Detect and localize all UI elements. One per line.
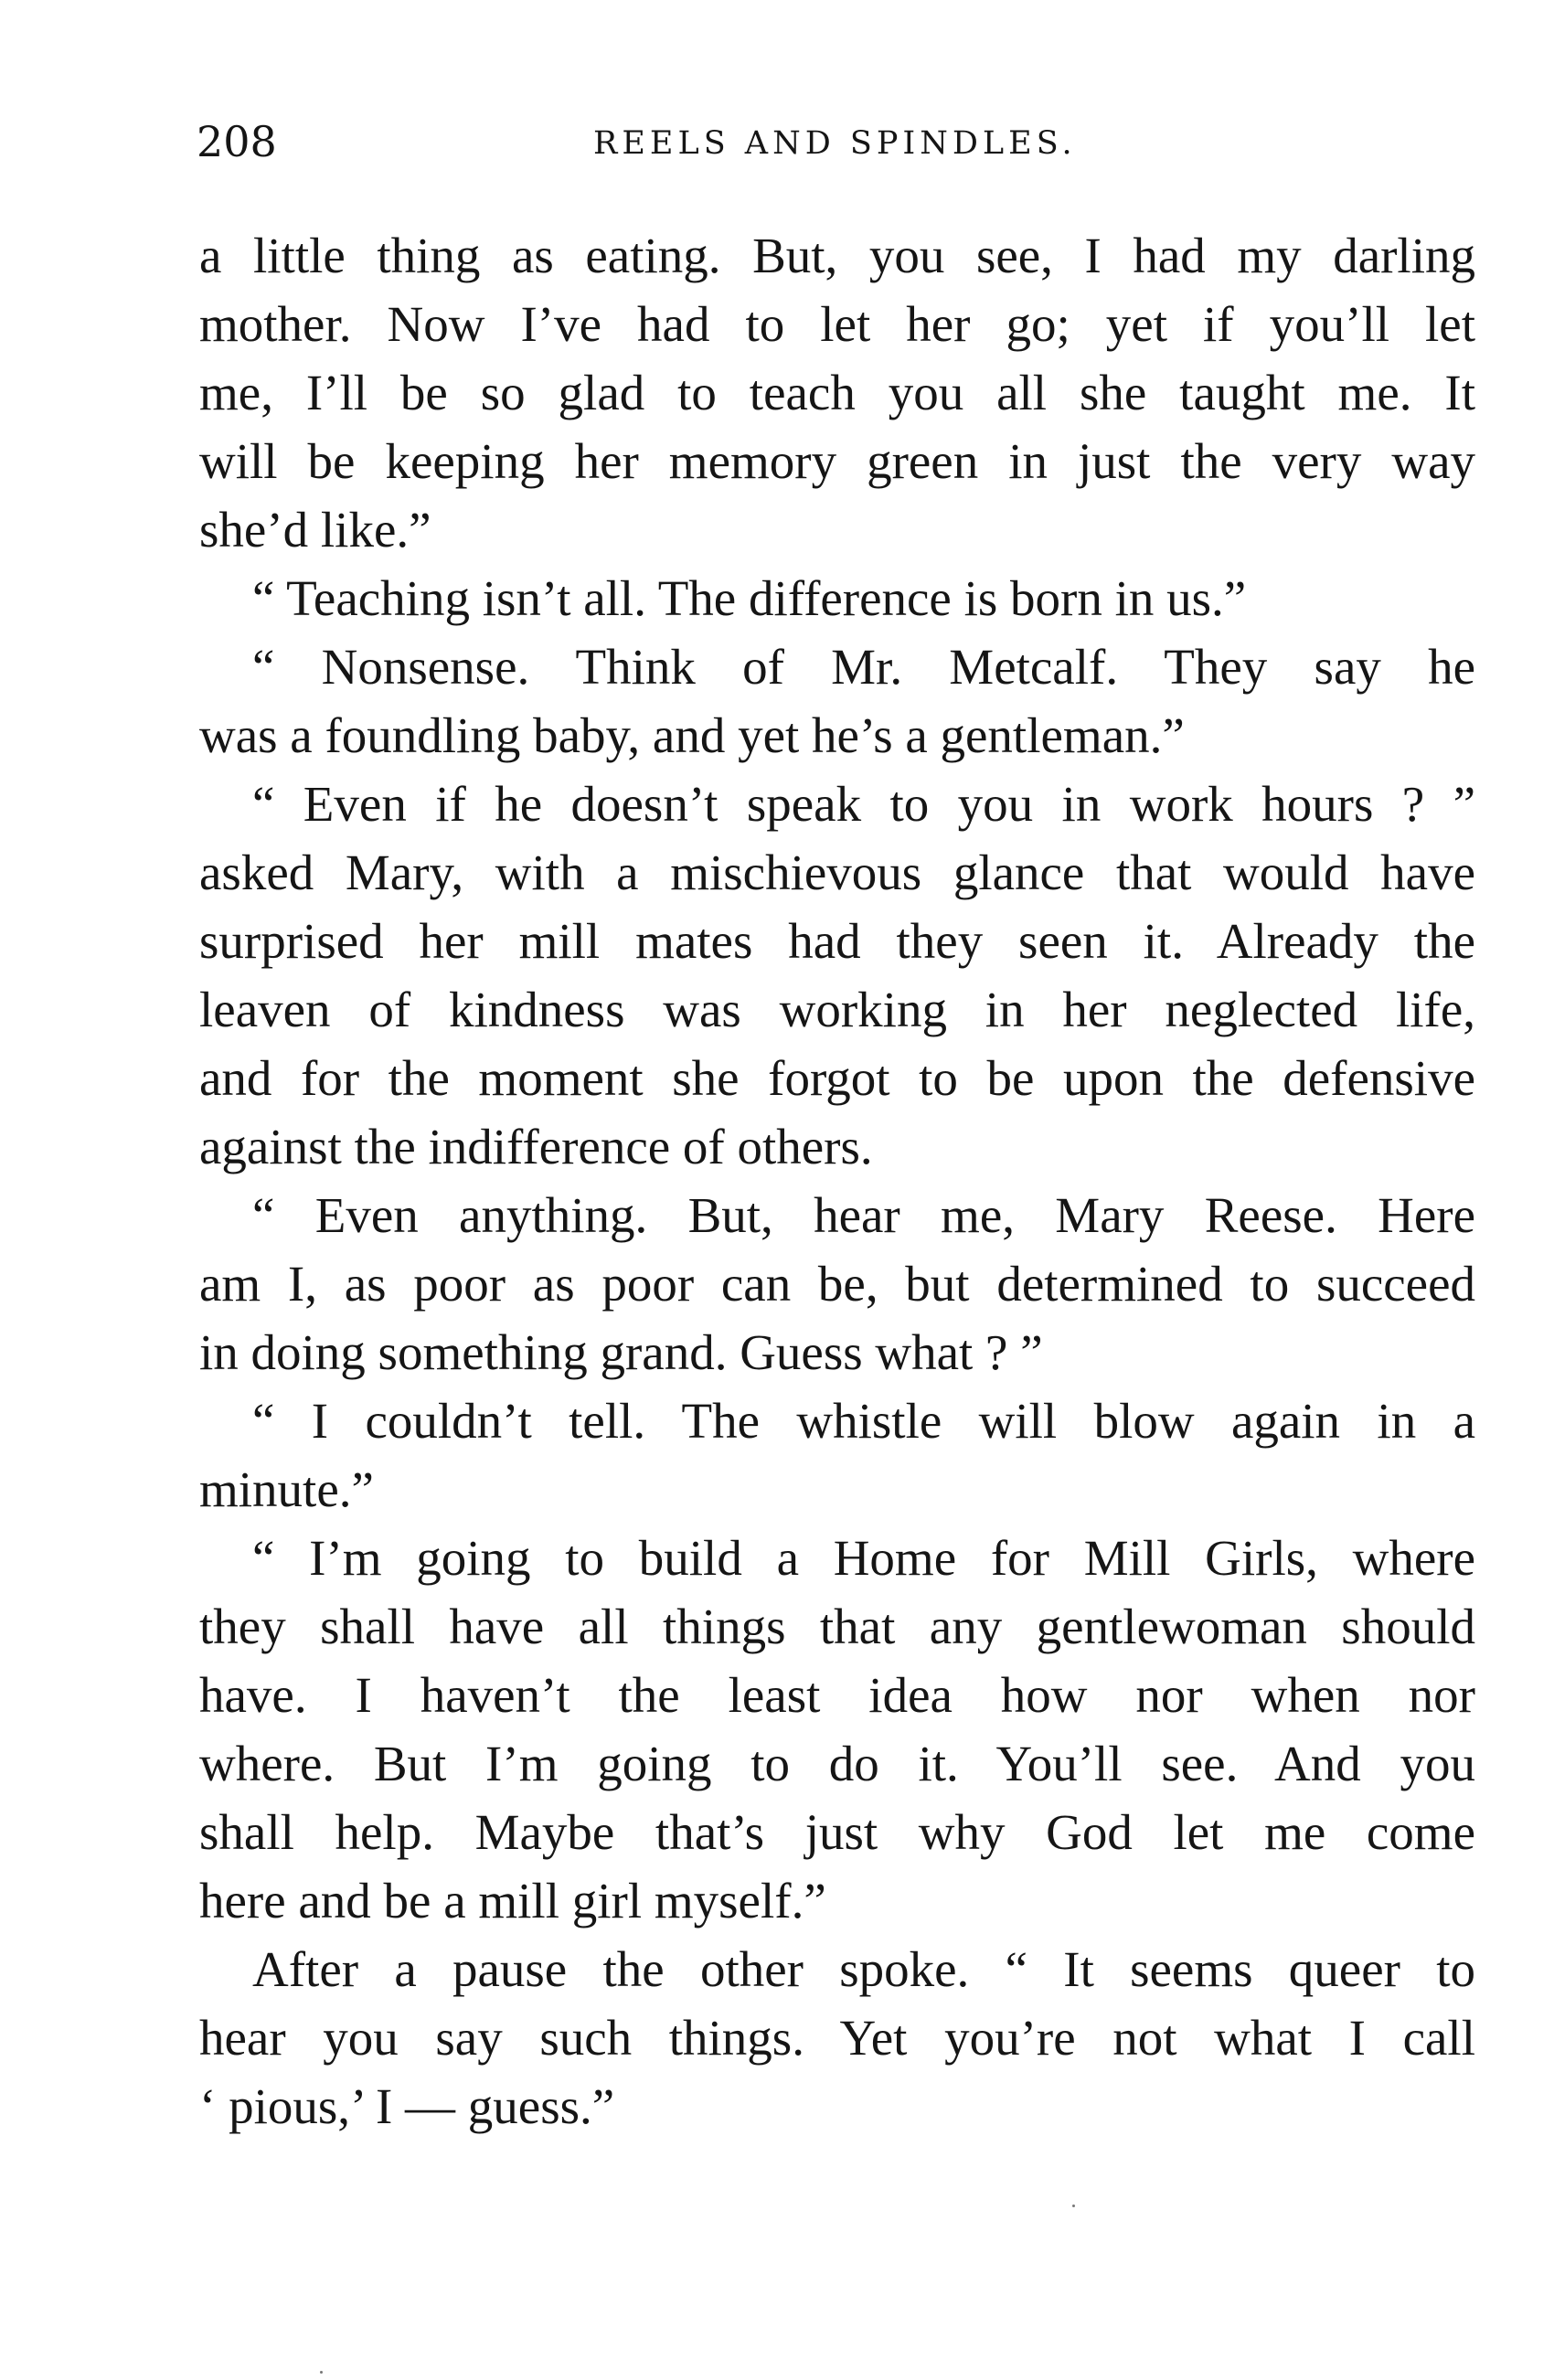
text-line: “ Even anything. But, hear me, Mary Reese. Here <box>252 1187 1475 1243</box>
body-text <box>199 221 1475 2134</box>
text-line: here and be a mill girl myself.” <box>199 1873 826 1928</box>
text-line: will be keeping her memory green in just the very way <box>199 433 1475 489</box>
text-line: against the indifference of others. <box>199 1119 873 1174</box>
text-line: leaven of kindness was working in her neglected life, <box>199 982 1475 1037</box>
text-line: “ Even if he doesn’t speak to you in work hours ? ” <box>252 776 1475 832</box>
text-line: “ Nonsense. Think of Mr. Metcalf. They say he <box>252 639 1475 695</box>
text-line: was a foundling baby, and yet he’s a gentleman.” <box>199 707 1185 763</box>
paper-speck <box>1072 2205 1075 2207</box>
page-header <box>197 114 1476 169</box>
text-line: she’d like.” <box>199 502 431 558</box>
text-line: asked Mary, with a mischievous glance that would have <box>199 845 1475 900</box>
text-line: “ I couldn’t tell. The whistle will blow again in a <box>252 1393 1475 1449</box>
text-line: mother. Now I’ve had to let her go; yet if you’ll let <box>199 296 1475 352</box>
text-line: “ Teaching isn’t all. The difference is born in us.” <box>252 570 1247 626</box>
text-line: they shall have all things that any gentlewoman should <box>199 1599 1475 1654</box>
paper-speck <box>320 2371 323 2374</box>
text-line: After a pause the other spoke. “ It seems queer to <box>252 1941 1475 1997</box>
text-line: in doing something grand. Guess what ? ” <box>199 1324 1043 1380</box>
text-line: surprised her mill mates had they seen it. Already the <box>199 913 1475 969</box>
text-line: a little thing as eating. But, you see, I had my darling <box>199 228 1475 283</box>
page-number: 208 <box>197 117 277 166</box>
text-line: “ I’m going to build a Home for Mill Girls, where <box>252 1530 1475 1586</box>
text-line: where. But I’m going to do it. You’ll see. And you <box>199 1736 1475 1791</box>
text-line: shall help. Maybe that’s just why God let me come <box>199 1804 1475 1860</box>
running-title: REELS AND SPINDLES. <box>593 125 1077 162</box>
text-line: hear you say such things. Yet you’re not what I call <box>199 2010 1475 2066</box>
text-line: ‘ pious,’ I — guess.” <box>199 2078 615 2134</box>
text-line: minute.” <box>199 1461 374 1517</box>
text-line: and for the moment she forgot to be upon the defensive <box>199 1050 1475 1106</box>
text-line: am I, as poor as poor can be, but determined to succeed <box>199 1256 1475 1312</box>
text-line: me, I’ll be so glad to teach you all she taught me. It <box>199 365 1475 420</box>
text-line: have. I haven’t the least idea how nor when nor <box>199 1667 1475 1723</box>
